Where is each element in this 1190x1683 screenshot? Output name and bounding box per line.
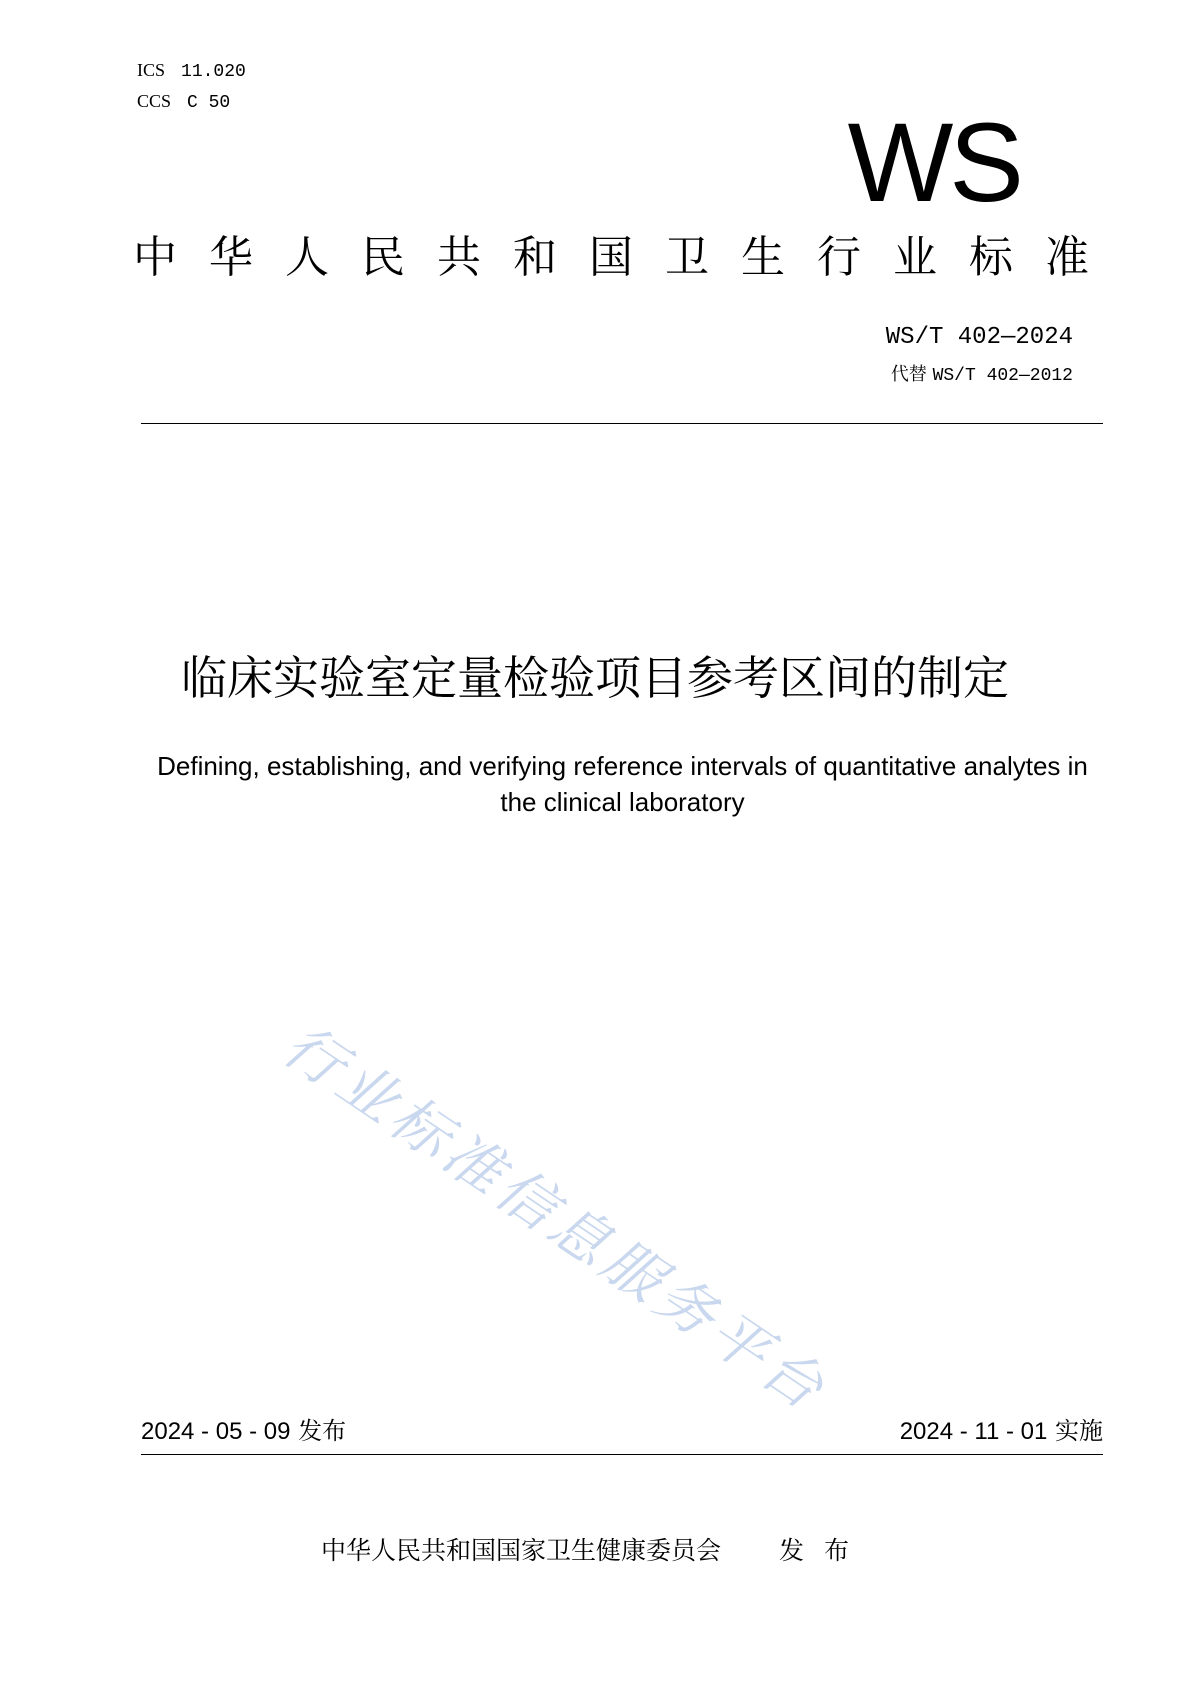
- issue-date-line: [141, 1415, 346, 1448]
- ccs-value: C 50: [187, 93, 231, 113]
- footer-divider: [141, 1454, 1103, 1455]
- implementation-date-line: [900, 1415, 1103, 1448]
- issuer-line: [0, 1534, 1190, 1568]
- ws-logo: WS: [847, 100, 1020, 225]
- ccs-label: CCS: [137, 91, 172, 111]
- ics-classification: [137, 59, 246, 83]
- header-divider: [141, 423, 1103, 424]
- replaces-standard: [891, 363, 1073, 388]
- implementation-date: 2024 - 11 - 01: [899, 1418, 1048, 1445]
- issuer-name: 中华人民共和国国家卫生健康委员会: [320, 1536, 721, 1565]
- ics-value: 11.020: [181, 62, 246, 82]
- issue-label: 发布: [298, 1417, 347, 1445]
- implementation-label: 实施: [1055, 1417, 1103, 1445]
- chinese-title: 临床实验室定量检验项目参考区间的制定: [181, 651, 1009, 705]
- issue-date: 2024 - 05 - 09: [141, 1418, 291, 1445]
- watermark: 行业标准信息服务平台: [271, 1010, 841, 1426]
- replaces-value: WS/T 402—2012: [932, 366, 1073, 386]
- standard-number: WS/T 402—2024: [885, 324, 1073, 351]
- ccs-classification: [137, 90, 230, 114]
- replaces-label: 代替: [890, 364, 927, 385]
- issuer-action: 发布: [779, 1536, 870, 1565]
- ics-label: ICS: [137, 60, 166, 80]
- standard-type-heading: 中华人民共和国卫生行业标准: [133, 232, 1121, 283]
- english-title: Defining, establishing, and verifying reference intervals of quantitative analytes in the clinical laboratory: [157, 751, 1088, 817]
